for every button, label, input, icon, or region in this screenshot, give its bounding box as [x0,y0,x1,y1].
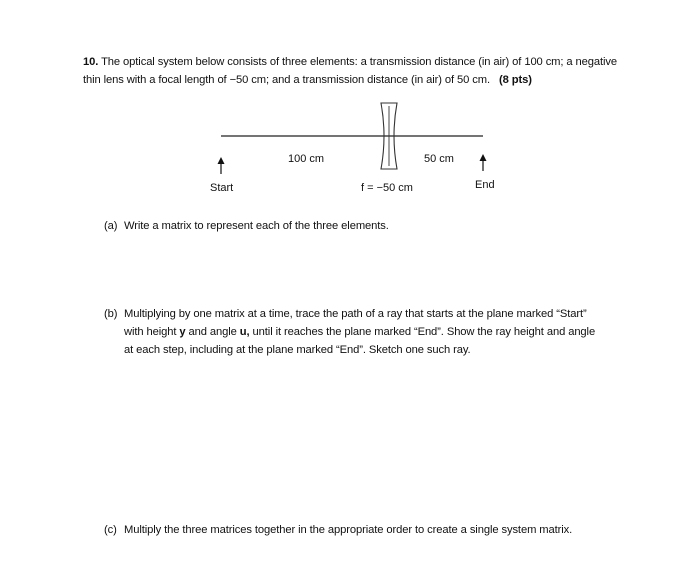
start-arrow-icon [218,157,225,174]
part-b [104,305,604,359]
part-a-text: Write a matrix to represent each of the three elements. [124,220,389,232]
distance-1-label: 100 cm [288,153,325,165]
problem-points: (8 pts) [499,74,532,86]
part-a [104,217,624,235]
part-b-text-2: and angle [185,326,240,338]
problem-number: 10. [83,56,99,68]
lens-focal-label: f = −50 cm [361,182,413,194]
part-b-var-y: y [179,326,186,338]
start-label: Start [210,182,234,194]
part-c [104,521,624,539]
end-label: End [475,179,495,191]
part-c-label: (c) [104,524,117,536]
part-b-var-u: u, [239,326,250,338]
part-b-text-3: until it reaches the plane marked “End”. Show the ray height and angle at each step, including at the plane marked “End”. Sketch one such ray. [124,326,596,356]
part-b-label: (b) [104,308,118,320]
part-c-text: Multiply the three matrices together in the appropriate order to create a single system matrix. [124,524,573,536]
problem-text: The optical system below consists of three elements: a transmission distance (in air) of 100 cm; a negative thin lens with a focal length of −50 cm; and a transmission distance (in air) of 50 cm. [83,56,618,86]
part-b-text-1: Multiplying by one matrix at a time, trace the path of a ray that starts at the plane marked “Start” with height [124,308,587,338]
distance-2-label: 50 cm [424,153,454,165]
part-a-label: (a) [104,220,118,232]
end-arrow-icon [480,154,487,171]
